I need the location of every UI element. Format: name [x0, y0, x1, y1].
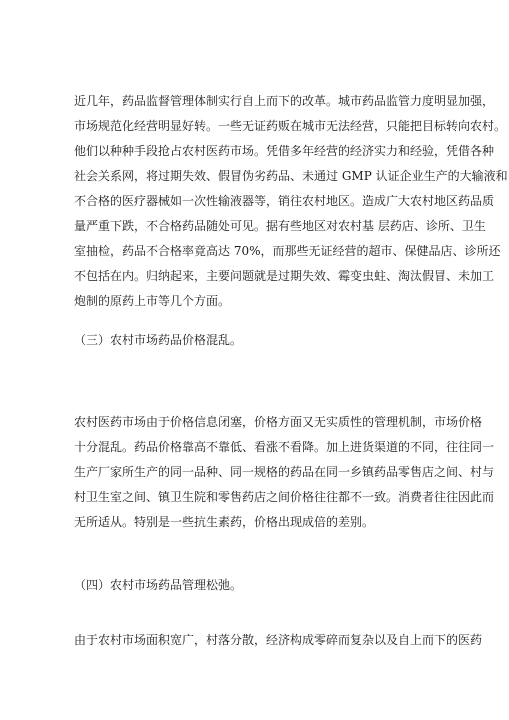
paragraph-line: 炮制的原药上市等几个方面。: [74, 294, 231, 308]
paragraph-line: 不包括在内。归纳起来，主要问题就是过期失效、霉变虫蛀、淘汰假冒、未加工: [74, 269, 495, 283]
paragraph-line: 量严重下跌，不合格药品随处可见。据有些地区对农村基 层药店、诊所、卫生: [74, 219, 486, 233]
paragraph-line: 他们以种种手段抢占农村医药市场。凭借多年经营的经济实力和经验，凭借各种: [74, 144, 495, 158]
paragraph-rural-drug-price: [74, 410, 495, 535]
paragraph-line: 近几年，药品监督管理体制实行自上而下的改革。城市药品监管力度明显加强，: [74, 94, 495, 108]
paragraph-line: 农村医药市场由于价格信息闭塞，价格方面又无实质性的管理机制，市场价格: [74, 415, 483, 429]
paragraph-rural-drug-quality: [74, 89, 508, 314]
paragraph-line: 村卫生室之间、镇卫生院和零售药店之间价格往往都不一致。消费者往往因此而: [74, 490, 495, 504]
paragraph-line: 由于农村市场面积宽广，村落分散，经济构成零碎而复杂以及自上而下的医药: [74, 633, 483, 647]
paragraph-line: 生产厂家所生产的同一品种、同一规格的药品在同一乡镇药品零售店之间、村与: [74, 465, 495, 479]
section-heading-text: （三）农村市场药品价格混乱。: [74, 333, 243, 347]
section-heading-lax-management: [74, 573, 444, 598]
paragraph-rural-market-management: [74, 628, 483, 653]
paragraph-line: 市场规范化经营明显好转。一些无证药贩在城市无法经营，只能把目标转向农村。: [74, 119, 507, 133]
section-heading-price-chaos: [74, 328, 444, 353]
paragraph-line: 社会关系网，将过期失效、假冒伪劣药品、未通过 GMP 认证企业生产的大输液和: [74, 169, 508, 183]
section-heading-text: （四）农村市场药品管理松弛。: [74, 578, 243, 592]
paragraph-line: 无所适从。特别是一些抗生素药，价格出现成倍的差别。: [74, 515, 375, 529]
paragraph-line: 不合格的医疗器械如一次性输液器等，销往农村地区。造成广大农村地区药品质: [74, 194, 495, 208]
paragraph-line: 室抽检，药品不合格率竟高达 70%，而那些无证经营的超市、保健品店、诊所还: [74, 244, 501, 258]
paragraph-line: 十分混乱。药品价格靠高不靠低、看涨不看降。加上进货渠道的不同，往往同一: [74, 440, 495, 454]
